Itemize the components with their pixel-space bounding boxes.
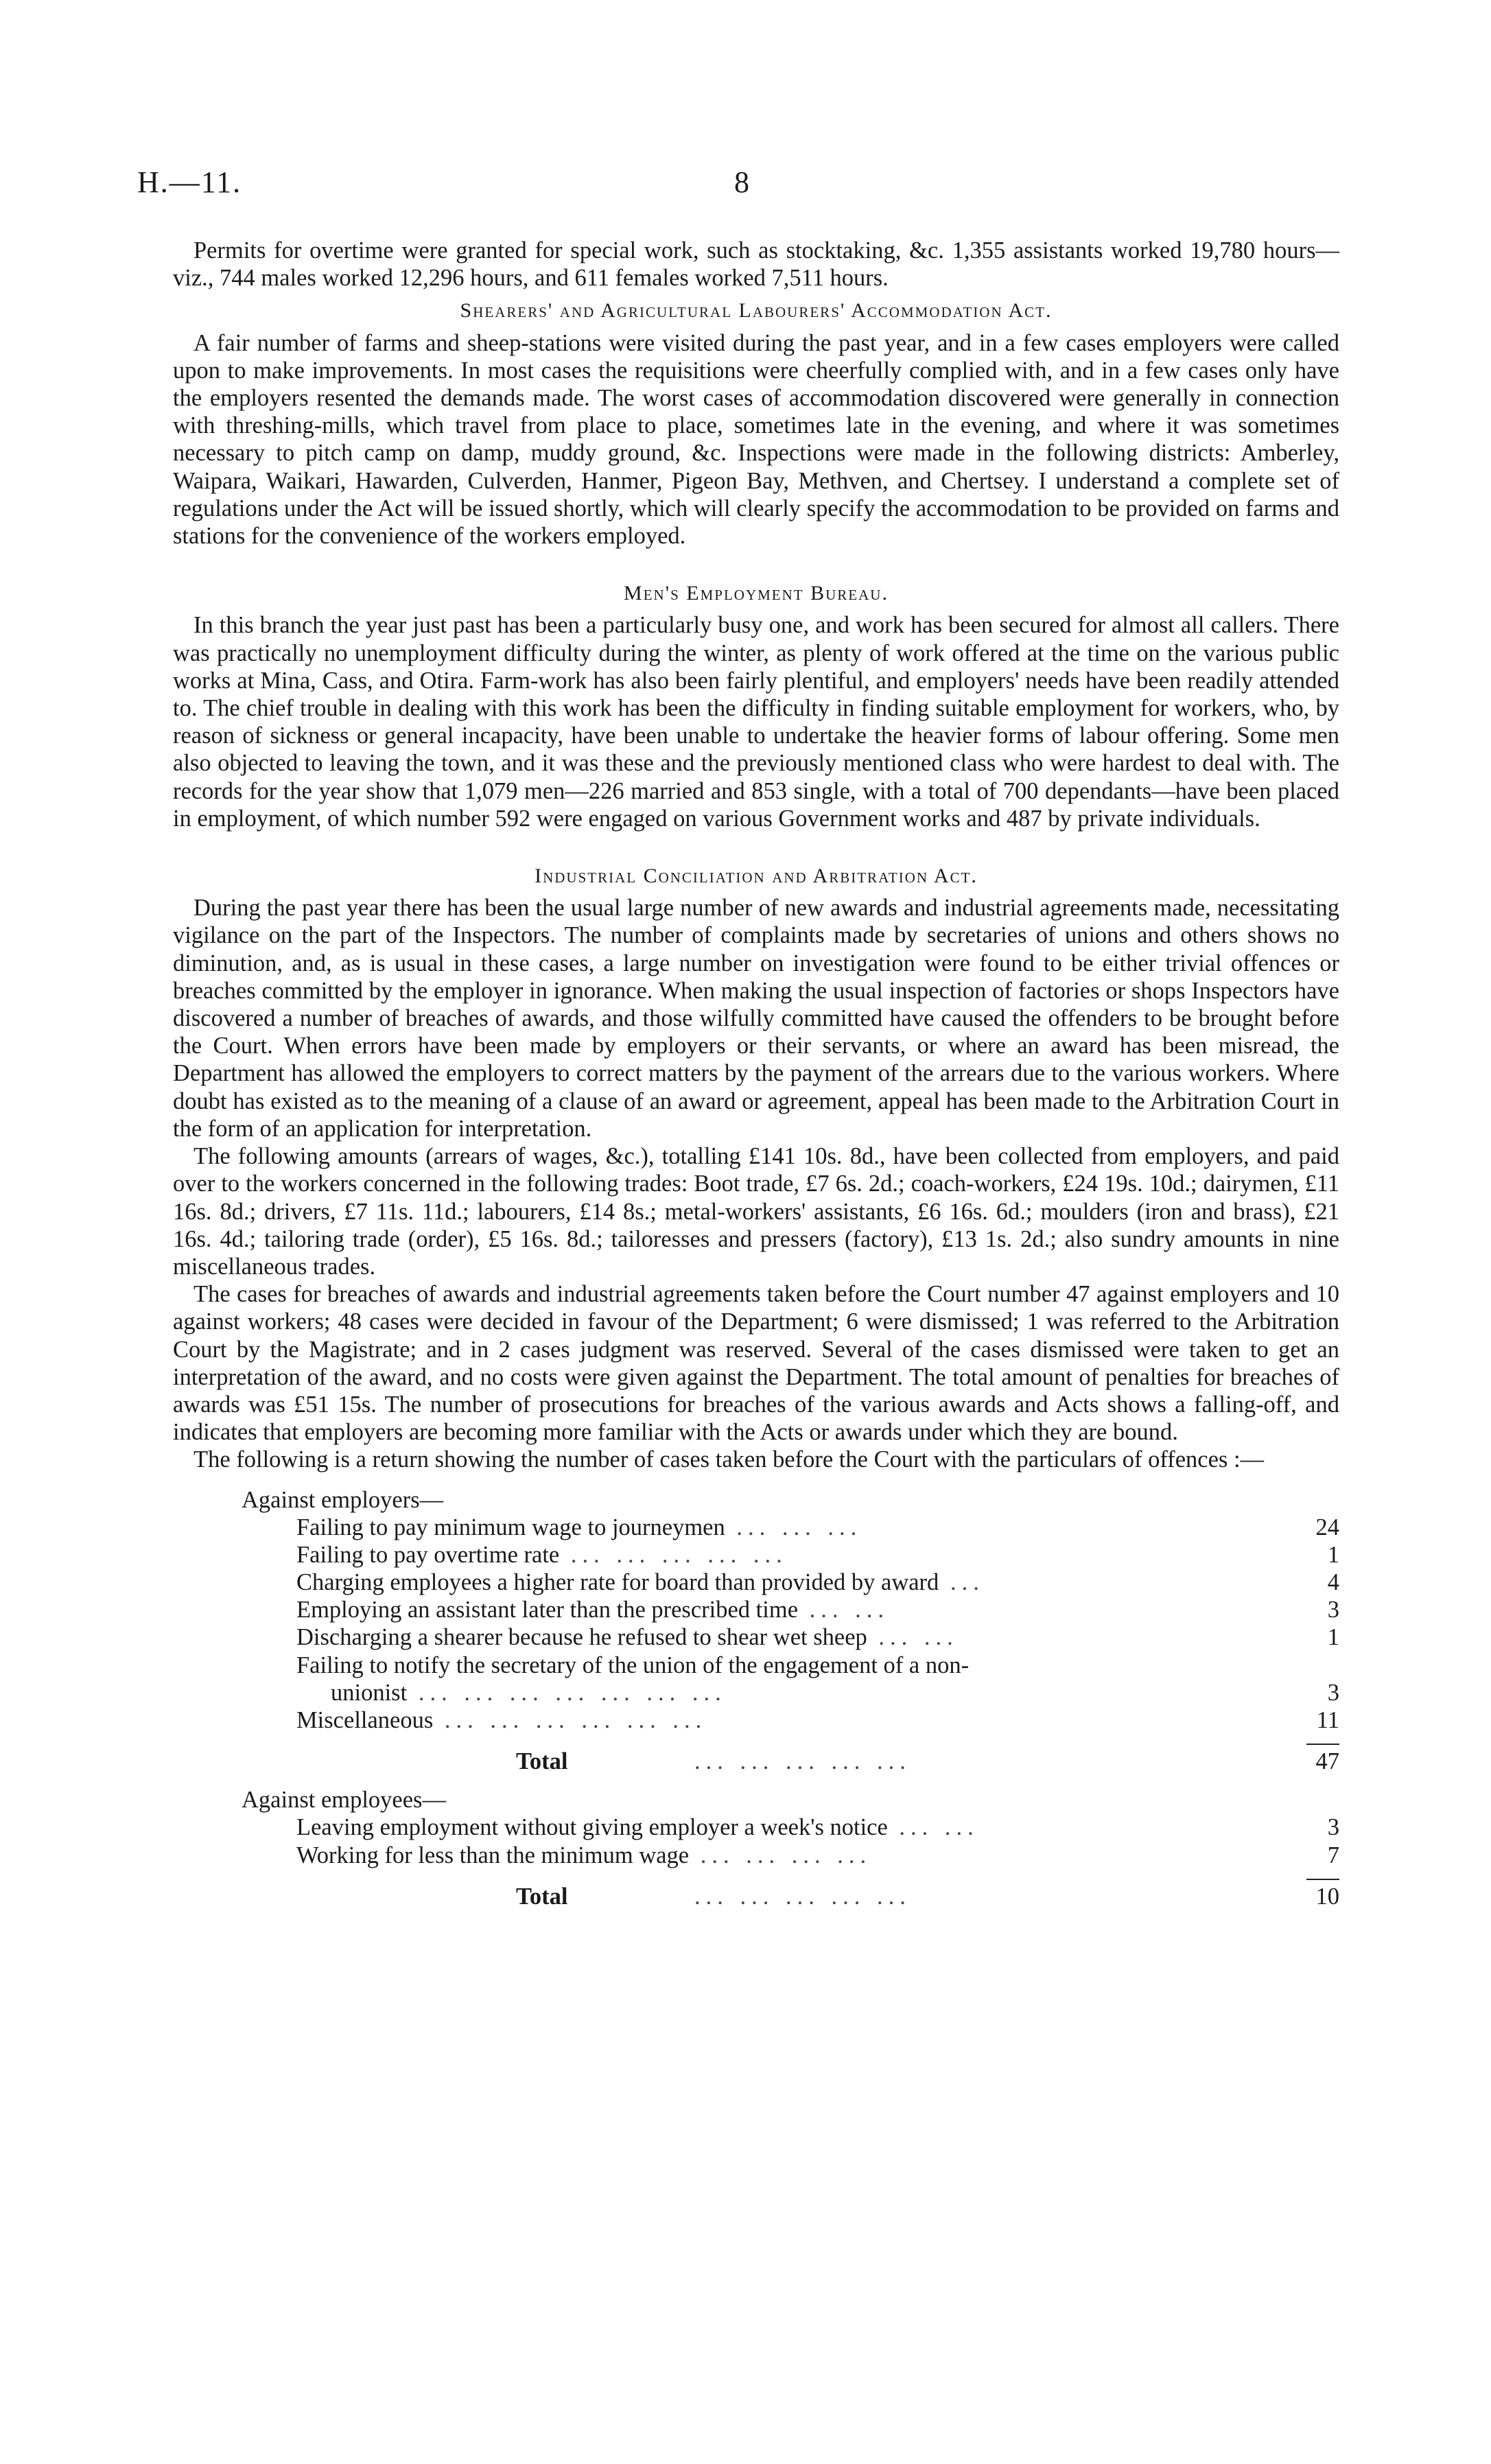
arbitration-paragraph-4: The following is a return showing the number of cases taken before the Court with the particulars of offences :— — [193, 1446, 1265, 1473]
employer-offences — [173, 1486, 1339, 1787]
offence-text: Employing an assistant later than the prescribed time — [296, 1597, 799, 1623]
offence-count: 3 — [1327, 1679, 1339, 1706]
leader-dots: ... ... — [798, 1597, 890, 1623]
offence-row — [173, 1623, 1339, 1651]
offence-text: Failing to pay overtime rate — [296, 1541, 560, 1568]
offence-text: Miscellaneous — [296, 1707, 434, 1734]
offence-text: Failing to notify the secretary of the union of the engagement of a non- — [296, 1652, 970, 1678]
offence-row — [173, 1596, 1339, 1623]
shearers-paragraph: A fair number of farms and sheep-stations were visited during the past year, and in a few cases employers were called upon to make improvements. In most cases the requisitions were cheerfully complied with, and in a few cases only have the employers resented the demands made. The worst cases of accommodation discovered were generally in connection with threshing-mills, which travel from place to place, sometimes late in the evening, and where it was sometimes necessary to pitch camp on damp, muddy ground, &c. Inspections were made in the following districts: Amberley, Waipara, Waikari, Hawarden, Culverden, Hanmer, Pigeon Bay, Methven, and Chertsey. I understand a complete set of regulations under the Act will be issued shortly, which will clearly specify the accommodation to be provided on farms and stations for the convenience of the workers employed. — [173, 329, 1339, 550]
total-label: Total — [516, 1748, 568, 1775]
leader-dots: ... — [939, 1569, 985, 1596]
section-heading-arbitration: Industrial Conciliation and Arbitration Act. — [535, 865, 978, 888]
offence-text: Working for less than the minimum wage — [296, 1842, 690, 1868]
offence-count: 3 — [1327, 1814, 1339, 1841]
offence-row — [173, 1569, 1339, 1596]
offence-count: 3 — [1327, 1597, 1339, 1623]
total-rule — [1306, 1744, 1339, 1745]
offence-count: 24 — [1315, 1514, 1339, 1540]
section-gap — [173, 550, 1339, 574]
bureau-paragraph: In this branch the year just past has been a particularly busy one, and work has been secured for almost all callers. There was practically no unemployment difficulty during the winter, as plenty of work offered at the time on the various public works at Mina, Cass, and Otira. Farm-work has also been fairly plentiful, and employers' needs have been readily attended to. The chief trouble in dealing with this work has been the difficulty in finding suitable employment for workers, who, by reason of sickness or general incapacity, have been unable to undertake the heavier forms of labour offering. Some men also objected to leaving the town, and it was these and the previously mentioned class who were hardest to deal with. The records for the year show that 1,079 men—226 married and 853 single, with a total of 700 dependants—have been placed in employment, of which number 592 were engaged on various Government works and 487 by private individuals. — [173, 612, 1339, 832]
leader-dots: ... ... ... ... ... — [694, 1748, 911, 1775]
offence-count: 4 — [1327, 1569, 1339, 1596]
offence-text: Charging employees a higher rate for board than provided by award — [296, 1569, 939, 1596]
offence-text: Failing to pay minimum wage to journeymen — [296, 1514, 725, 1540]
offence-row — [173, 1814, 1339, 1841]
leader-dots: ... ... ... ... ... — [559, 1541, 788, 1568]
offence-count: 1 — [1327, 1624, 1339, 1651]
overtime-paragraph: Permits for overtime were granted for special work, such as stocktaking, &c. 1,355 assistants worked 19,780 hours—viz., 744 males worked 12,296 hours, and 611 females worked 7,511 hours. — [173, 237, 1339, 292]
offence-count: 1 — [1327, 1541, 1339, 1568]
offence-row — [173, 1652, 1339, 1679]
offence-text: Leaving employment without giving employer a week's notice — [296, 1814, 888, 1841]
leader-dots: ... ... ... — [725, 1514, 862, 1540]
leader-dots: ... ... ... ... ... ... ... — [407, 1679, 727, 1706]
offence-row — [173, 1514, 1339, 1541]
page-body — [173, 237, 1339, 1921]
offence-row — [173, 1706, 1339, 1734]
leader-dots: ... ... ... ... — [689, 1842, 872, 1868]
leader-dots: ... ... ... ... ... ... — [433, 1707, 707, 1734]
section-heading-shearers: Shearers' and Agricultural Labourers' Accommodation Act. — [460, 299, 1053, 322]
employee-offences — [173, 1786, 1339, 1921]
employer-total-row — [173, 1748, 1339, 1786]
arbitration-paragraph-1: During the past year there has been the usual large number of new awards and industrial agreements made, necessitating vigilance on the part of the Inspectors. The number of complaints made by secretaries of unions and others shows no diminution, and, as is usual in these cases, a large number on investigation were found to be either trivial offences or breaches committed by the employer in ignorance. When making the usual inspection of factories or shops Inspectors have discovered a number of breaches of awards, and those wilfully committed have caused the offenders to be brought before the Court. When errors have been made by employers or their servants, or where an award has been misread, the Department has allowed the employers to correct matters by the payment of the arrears due to the various workers. Where doubt has existed as to the meaning of a clause of an award or agreement, appeal has been made to the Arbitration Court in the form of an application for interpretation. — [173, 895, 1339, 1142]
total-label: Total — [516, 1883, 568, 1910]
leader-dots: ... ... — [887, 1814, 979, 1841]
total-value: 47 — [1315, 1748, 1339, 1775]
arbitration-paragraph-2: The following amounts (arrears of wages, &c.), totalling £141 10s. 8d., have been collected from employers, and paid over to the workers concerned in the following trades: Boot trade, £7 6s. 2d.; coach-workers, £24 19s. 10d.; dairymen, £11 16s. 8d.; drivers, £7 11s. 11d.; labourers, £14 8s.; metal-workers' assistants, £6 16s. 6d.; moulders (iron and brass), £21 16s. 4d.; tailoring trade (order), £5 16s. 8d.; tailoresses and pressers (factory), £13 1s. 2d.; also sundry amounts in nine miscellaneous trades. — [173, 1143, 1339, 1280]
offence-text: Discharging a shearer because he refused to shear wet sheep — [296, 1624, 867, 1651]
offence-count: 11 — [1316, 1707, 1339, 1734]
offences-return — [173, 1486, 1339, 1921]
offence-row — [173, 1679, 1339, 1706]
page-header — [137, 165, 1352, 213]
offence-count: 7 — [1327, 1842, 1339, 1868]
employee-total-row — [173, 1883, 1339, 1921]
leader-dots: ... ... ... ... ... — [694, 1883, 911, 1910]
employer-offences-label: Against employers— — [242, 1486, 444, 1513]
arbitration-paragraph-3: The cases for breaches of awards and industrial agreements taken before the Court number 47 against employers and 10 against workers; 48 cases were decided in favour of the Department; 6 were dismissed; 1 was referred to the Arbitration Court by the Magistrate; and in 2 cases judgment was reserved. Several of the cases dismissed were taken to get an interpretation of the award, and no costs were given against the Department. The total amount of penalties for breaches of awards was £51 15s. The number of prosecutions for breaches of the various awards and Acts shows a falling-off, and indicates that employers are becoming more familiar with the Acts or awards under which they are bound. — [173, 1281, 1339, 1446]
leader-dots: ... ... — [867, 1624, 959, 1651]
page-number: 8 — [734, 165, 749, 199]
total-value: 10 — [1315, 1883, 1339, 1910]
offence-text: unionist — [331, 1679, 408, 1706]
section-heading-bureau: Men's Employment Bureau. — [624, 582, 889, 605]
offence-row — [173, 1541, 1339, 1569]
total-rule — [1306, 1879, 1339, 1880]
section-gap — [173, 832, 1339, 857]
document-reference: H.—11. — [137, 165, 242, 199]
employee-offences-label: Against employees— — [242, 1787, 446, 1814]
offence-row — [173, 1842, 1339, 1869]
